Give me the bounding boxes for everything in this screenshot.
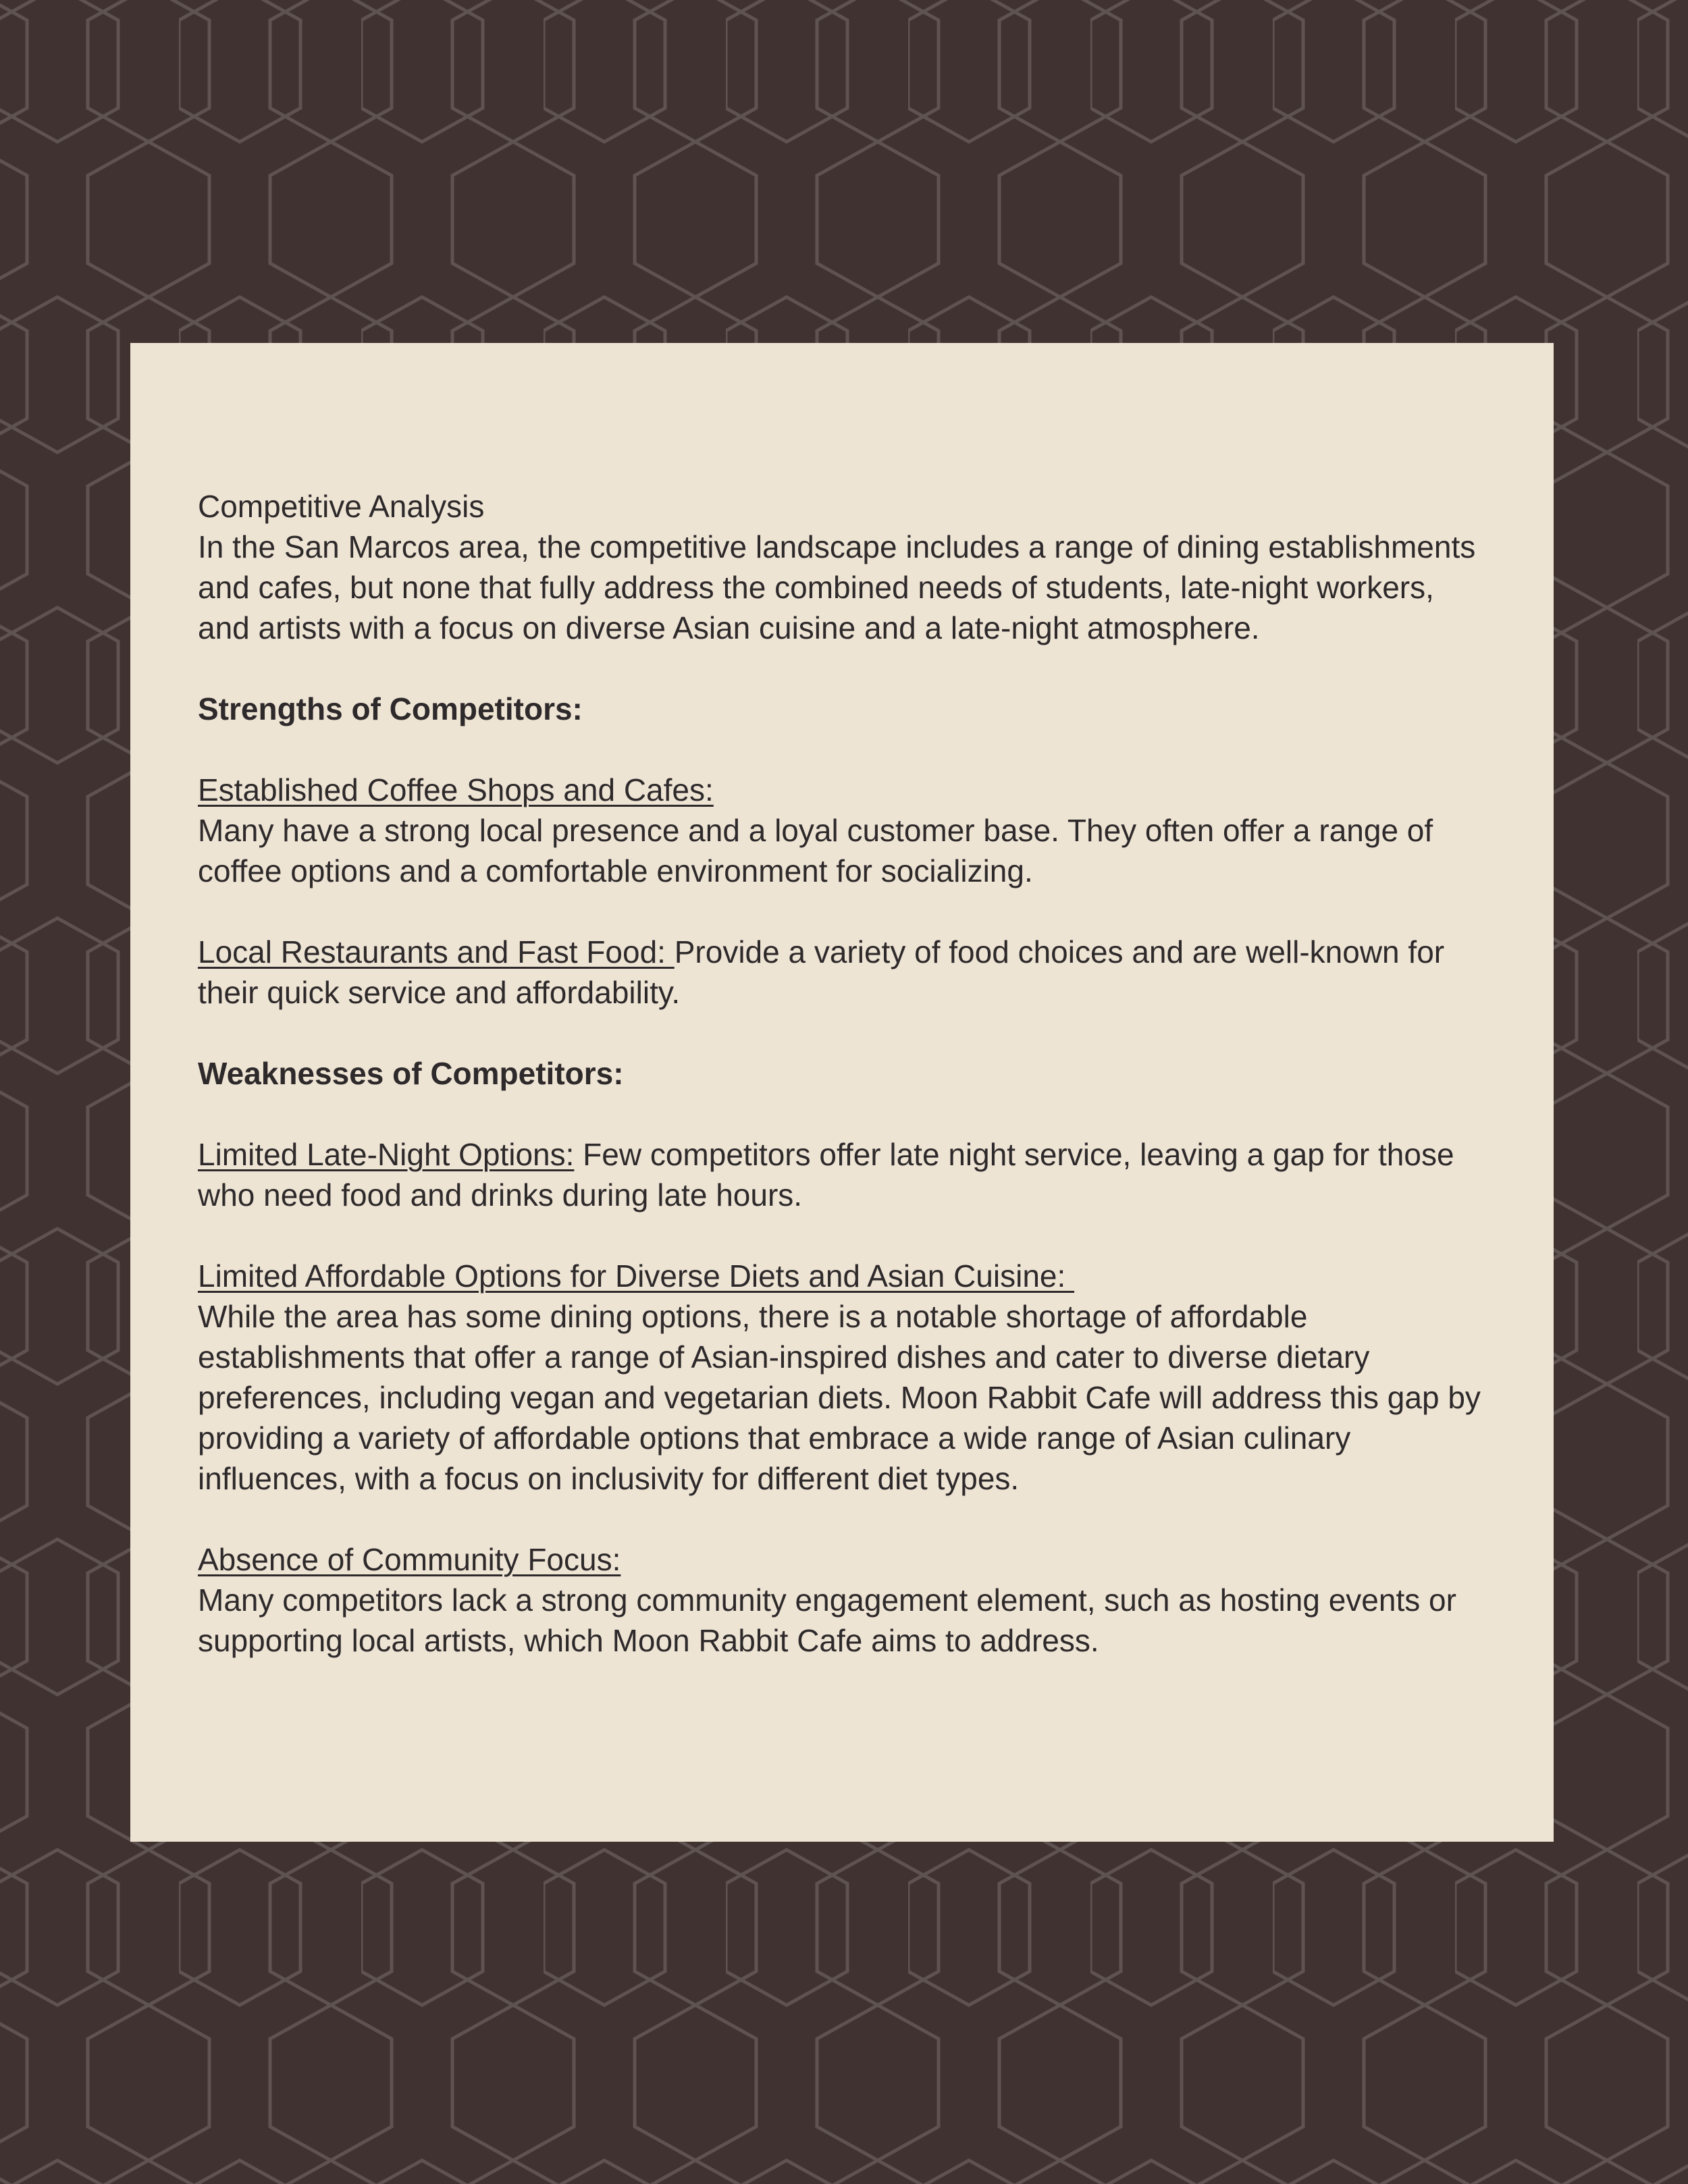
strengths-heading: Strengths of Competitors: bbox=[198, 691, 583, 726]
weakness-label-late-night: Limited Late-Night Options: bbox=[198, 1137, 575, 1172]
spacer bbox=[198, 729, 1481, 770]
spacer bbox=[198, 891, 1481, 932]
document-content bbox=[198, 486, 1481, 1661]
weakness-text-affordable-options: While the area has some dining options, there is a notable shortage of affordable establishments that offer a range of Asian-inspired dishes and cater to diverse dietary preferences, including vegan and vegetarian diets. Moon Rabbit Cafe will address this gap by providing a variety of affordable options that embrace a wide range of Asian culinary influences, with a focus on inclusivity for different diet types. bbox=[198, 1299, 1481, 1496]
weakness-item-late-night bbox=[198, 1134, 1481, 1215]
strength-text-coffee-shops: Many have a strong local presence and a loyal customer base. They often offer a range of coffee options and a comfortable environment for socializing. bbox=[198, 813, 1433, 888]
spacer bbox=[198, 648, 1481, 689]
weakness-text-community-focus: Many competitors lack a strong community engagement element, such as hosting events or supporting local artists, which Moon Rabbit Cafe aims to address. bbox=[198, 1582, 1456, 1658]
spacer bbox=[198, 1013, 1481, 1053]
document-panel bbox=[130, 343, 1554, 1842]
strength-item-restaurants bbox=[198, 932, 1481, 1013]
strength-label-restaurants: Local Restaurants and Fast Food: bbox=[198, 934, 675, 969]
weakness-text-late-night: Few competitors offer late night service, leaving a gap for those who need food and drinks during late hours. bbox=[198, 1137, 1454, 1213]
spacer bbox=[198, 1094, 1481, 1134]
strength-text-restaurants: Provide a variety of food choices and are well-known for their quick service and affordability. bbox=[198, 934, 1445, 1010]
strength-item-coffee-shops bbox=[198, 770, 1481, 810]
weakness-item-community-focus bbox=[198, 1539, 1481, 1580]
spacer bbox=[198, 1215, 1481, 1256]
document-title: Competitive Analysis bbox=[198, 489, 485, 524]
spacer bbox=[198, 1499, 1481, 1539]
weakness-label-affordable-options: Limited Affordable Options for Diverse Diets and Asian Cuisine: bbox=[198, 1258, 1075, 1294]
strength-label-coffee-shops: Established Coffee Shops and Cafes: bbox=[198, 772, 714, 807]
intro-paragraph: In the San Marcos area, the competitive landscape includes a range of dining establishments and cafes, but none that fully address the combined needs of students, late-night workers, and artists with a focus on diverse Asian cuisine and a late-night atmosphere. bbox=[198, 529, 1476, 645]
weakness-item-affordable-options bbox=[198, 1256, 1481, 1296]
weaknesses-heading: Weaknesses of Competitors: bbox=[198, 1056, 624, 1091]
weakness-label-community-focus: Absence of Community Focus: bbox=[198, 1542, 621, 1577]
